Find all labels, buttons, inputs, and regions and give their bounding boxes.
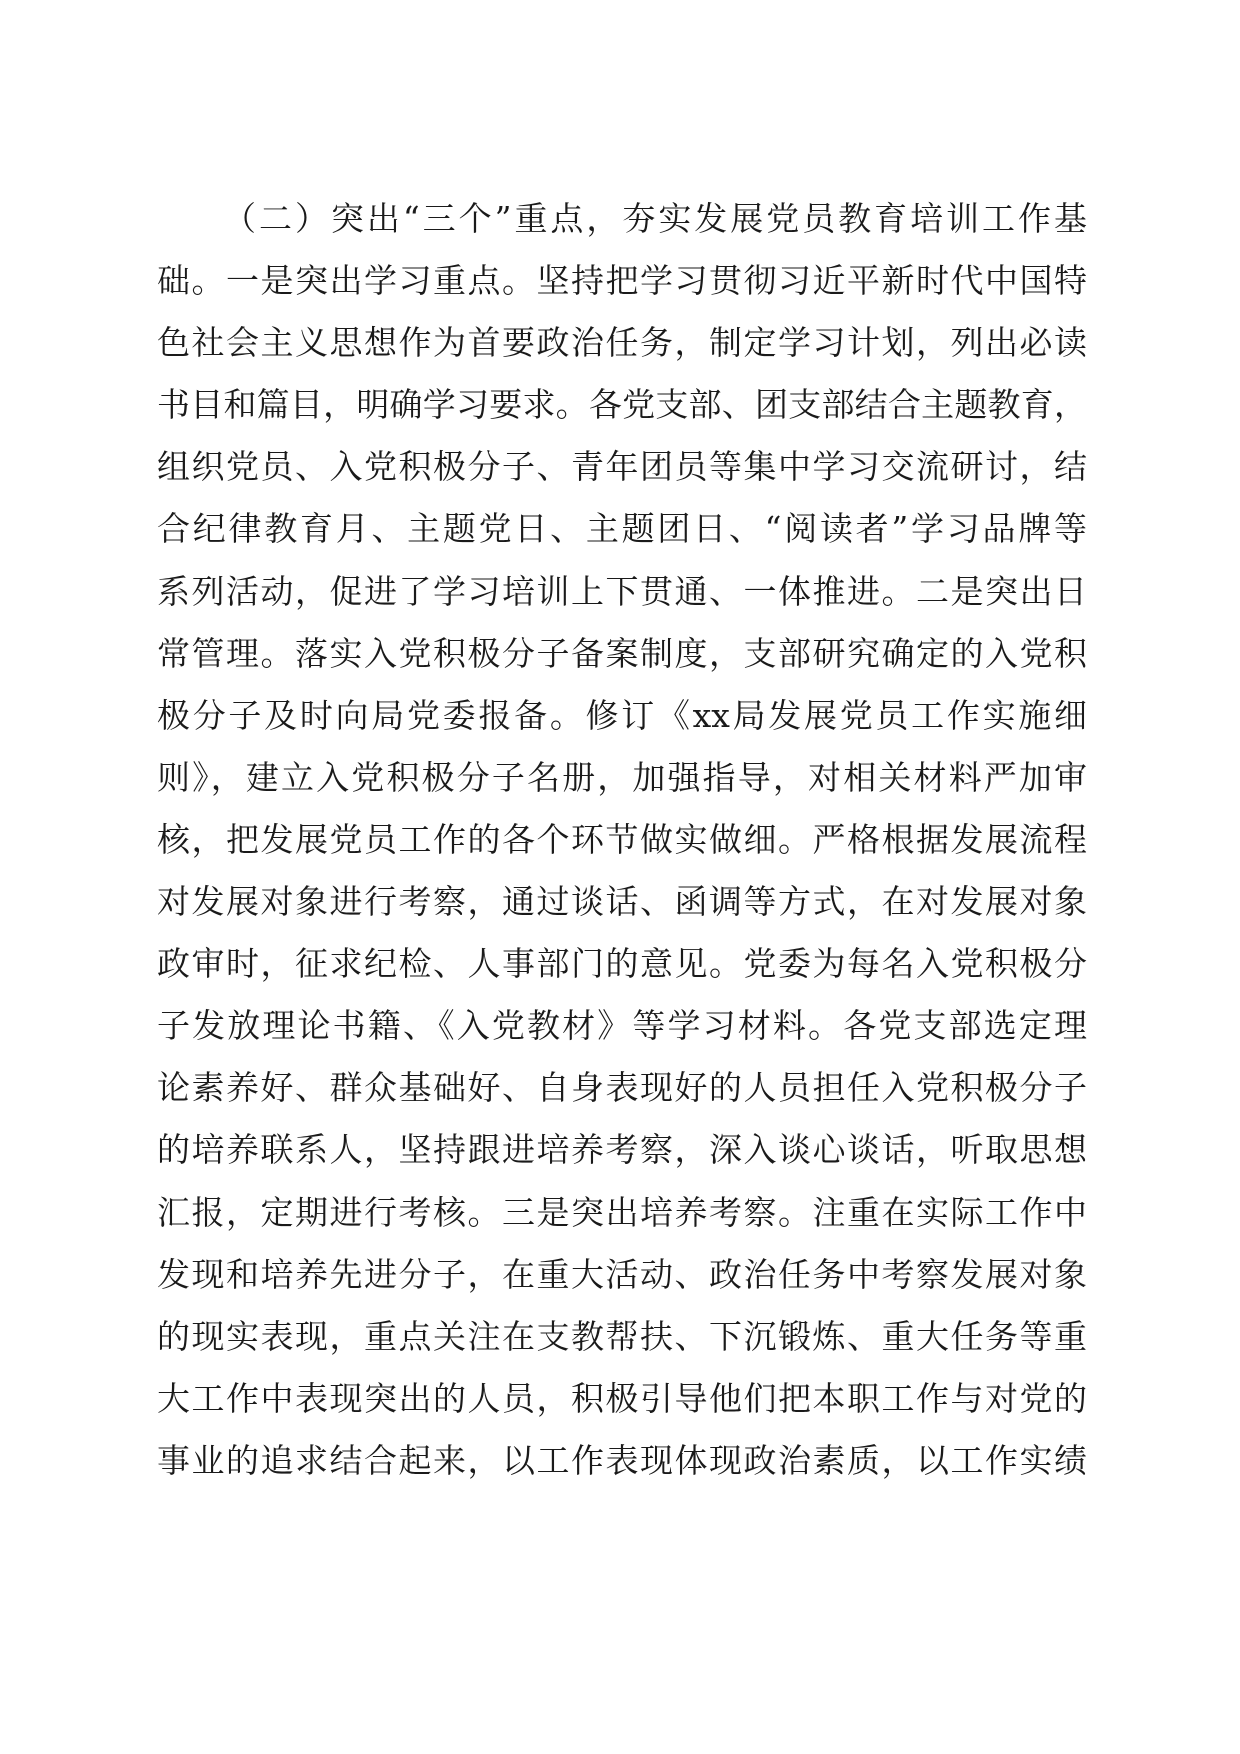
paragraph-line: 政审时，征求纪检、人事部门的意见。党委为每名入党积极分: [157, 944, 1087, 984]
paragraph-line: 书目和篇目，明确学习要求。各党支部、团支部结合主题教育，: [157, 385, 1087, 425]
body-paragraph: [157, 188, 1087, 1492]
paragraph-line: 大工作中表现突出的人员，积极引导他们把本职工作与对党的: [157, 1378, 1087, 1418]
paragraph-line: 常管理。落实入党积极分子备案制度，支部研究确定的入党积: [157, 633, 1087, 673]
paragraph-line: 对发展对象进行考察，通过谈话、函调等方式，在对发展对象: [157, 882, 1087, 922]
paragraph-line: 础。一是突出学习重点。坚持把学习贯彻习近平新时代中国特: [157, 261, 1087, 301]
paragraph-line: 合纪律教育月、主题党日、主题团日、“阅读者”学习品牌等: [157, 509, 1087, 549]
paragraph-line: 事业的追求结合起来，以工作表现体现政治素质，以工作实绩: [157, 1440, 1087, 1480]
paragraph-line: 则》，建立入党积极分子名册，加强指导，对相关材料严加审: [157, 757, 1087, 797]
paragraph-line: 组织党员、入党积极分子、青年团员等集中学习交流研讨，结: [157, 447, 1087, 487]
paragraph-line: 论素养好、群众基础好、自身表现好的人员担任入党积极分子: [157, 1068, 1087, 1108]
paragraph-line: 极分子及时向局党委报备。修订《xx局发展党员工作实施细: [157, 695, 1087, 735]
paragraph-line: 的现实表现，重点关注在支教帮扶、下沉锻炼、重大任务等重: [157, 1316, 1087, 1356]
paragraph-line: 核，把发展党员工作的各个环节做实做细。严格根据发展流程: [157, 819, 1087, 859]
paragraph-line: 子发放理论书籍、《入党教材》等学习材料。各党支部选定理: [157, 1006, 1087, 1046]
paragraph-line: 系列活动，促进了学习培训上下贯通、一体推进。二是突出日: [157, 571, 1087, 611]
paragraph-line: 发现和培养先进分子，在重大活动、政治任务中考察发展对象: [157, 1254, 1087, 1294]
paragraph-line: 汇报，定期进行考核。三是突出培养考察。注重在实际工作中: [157, 1192, 1087, 1232]
paragraph-line: （二）突出“三个”重点，夯实发展党员教育培训工作基: [223, 199, 1087, 238]
paragraph-line: 色社会主义思想作为首要政治任务，制定学习计划，列出必读: [157, 323, 1087, 363]
paragraph-line: 的培养联系人，坚持跟进培养考察，深入谈心谈话，听取思想: [157, 1130, 1087, 1170]
